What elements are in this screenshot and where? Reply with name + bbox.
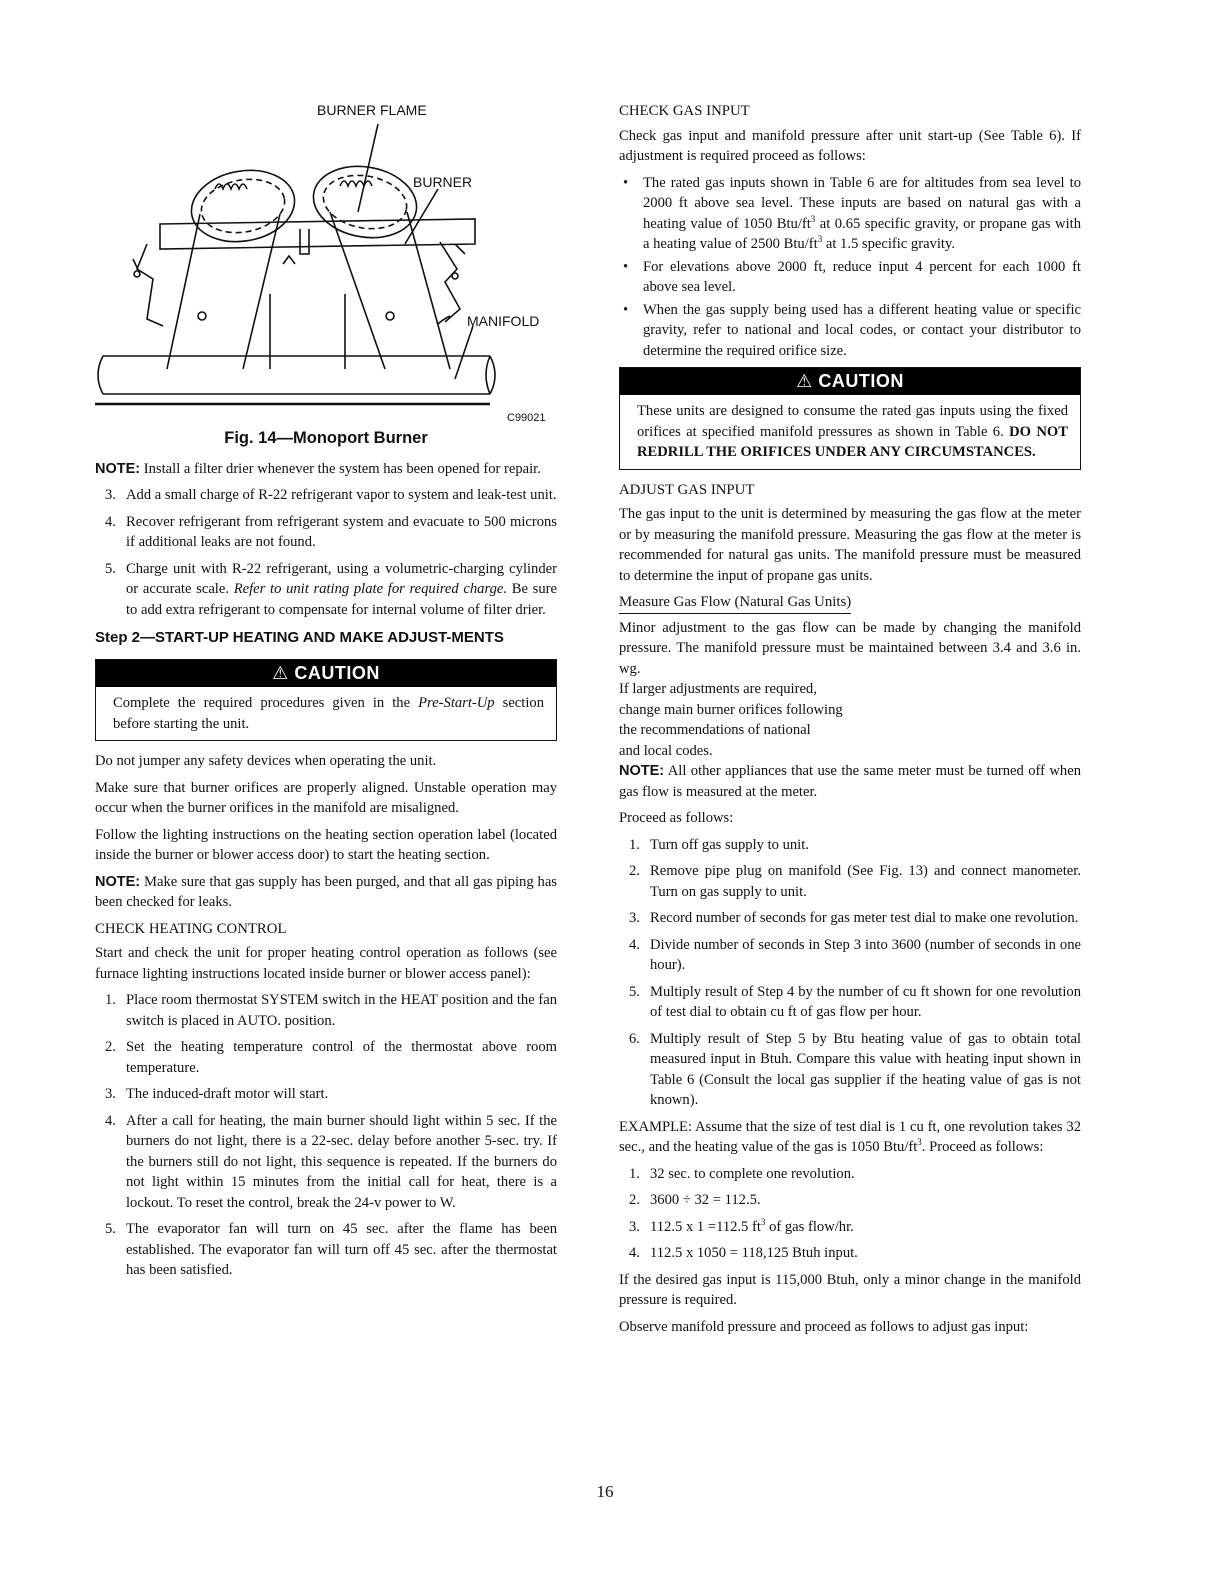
figure-code: C99021 [507,412,546,424]
check-gas-heading: CHECK GAS INPUT [619,103,750,119]
list-item: 4. Divide number of seconds in Step 3 into 3600 (number of seconds in one hour). [629,936,1081,973]
paragraph: The gas input to the unit is determined by measuring the gas flow at the meter or by measuring the manifold pressure. Measuring the gas flow at the meter is recommended for natural gas units. The manifold pressure must be measured to determine the input of propane gas units. [619,506,1081,584]
bullet-icon: • [623,174,629,191]
list-item: • For elevations above 2000 ft, reduce input 4 percent for each 1000 ft above sea level. [623,258,1081,295]
list-item: 3. Add a small charge of R-22 refrigerant vapor to system and leak-test unit. [105,487,557,503]
list-item: 2. Set the heating temperature control of the thermostat above room temperature. [105,1039,557,1076]
list-item: 2. 3600 ÷ 32 = 112.5. [629,1192,761,1208]
label-burner-flame: BURNER FLAME [317,102,427,118]
list-item: 3. 112.5 x 1 =112.5 $ft^3$ of gas flow/hr. [629,1216,854,1235]
measure-gas-flow-heading: Measure Gas Flow (Natural Gas Units) [619,592,1081,614]
adjust-gas-heading: ADJUST GAS INPUT [619,481,755,498]
list-item: 5. Charge unit with R-22 refrigerant, using a volumetric-charging cylinder or accurate scale. Refer to unit rating plate for required charge. Be sure to add extra refrigerant to compensate for internal volume of filter drier. [105,560,557,618]
figure-caption: Fig. 14—Monoport Burner [224,429,428,447]
list-item: 1. Place room thermostat SYSTEM switch in the HEAT position and the fan switch is placed in AUTO. position. [105,992,557,1029]
gas-input-bullets [619,173,1081,362]
list-item: 4. After a call for heating, the main burner should light within 5 sec. If the burners do not light, there is a 22-sec. delay before another 5-sec. try. If the burners still do not light, this sequence is repeated. If the burners do not light within 15 minutes from the initial call for heat, there is a lockout. To reset the control, break the 24-v power to W. [105,1112,557,1211]
example-paragraph: EXAMPLE: Assume that the size of test dial is 1 cu ft, one revolution takes 32 sec., and the heating value of the gas is 1050 Btu/$ft^3$. Proceed as follows: [619,1118,1081,1155]
list-item: 3. Record number of seconds for gas meter test dial to make one revolution. [629,910,1079,926]
heating-check-steps [95,990,557,1281]
list-item: • When the gas supply being used has a different heating value or specific gravity, refer to national and local codes, or contact your distributor to determine the required orifice size. [623,301,1081,359]
step2-heading: Step 2—START-UP HEATING AND MAKE ADJUST-MENTS [95,629,504,646]
measure-lines: If larger adjustments are required, change main burner orifices following the recommendations of national and local codes. [619,681,843,759]
paragraph: Start and check the unit for proper heating control operation as follows (see furnace lighting instructions located inside burner or blower access panel): [95,945,557,982]
list-item: 2. Remove pipe plug on manifold (See Fig. 13) and connect manometer. Turn on gas supply to unit. [629,863,1081,900]
list-item: 1. 32 sec. to complete one revolution. [629,1165,855,1182]
list-item: 4. 112.5 x 1050 = 118,125 Btuh input. [629,1245,858,1261]
burner-diagram [95,94,557,424]
refrigerant-steps [95,485,557,620]
paragraph: Do not jumper any safety devices when operating the unit. [95,753,437,769]
list-item: 1. Turn off gas supply to unit. [629,836,809,853]
page-number: 16 [596,1482,614,1501]
paragraph: Observe manifold pressure and proceed as follows to adjust gas input: [619,1318,1029,1335]
list-item: 5. Multiply result of Step 4 by the number of cu ft shown for one revolution of test dial to obtain cu ft of gas flow per hour. [629,983,1081,1020]
list-item: 5. The evaporator fan will turn on 45 sec. after the flame has been established. The evaporator fan will turn off 45 sec. after the thermostat has been satisfied. [105,1221,557,1278]
note-filter-drier: NOTE: Install a filter drier whenever the system has been opened for repair. [95,460,541,477]
label-manifold: MANIFOLD [467,313,540,329]
warning-triangle-icon: ⚠ [272,663,289,683]
label-burner: BURNER [413,174,473,190]
warning-triangle-icon: ⚠ [796,371,813,391]
list-item: • The rated gas inputs shown in Table 6 are for altitudes from sea level to 2000 ft above sea level. These inputs are based on natural gas with a heating value of 1050 Btu/$ft^3$ at 0.65 specific gravity, or propane gas with a heating value of 2500 Btu/$ft^3$ at 1.5 specific gravity. [623,174,1081,252]
list-item: 6. Multiply result of Step 5 by Btu heating value of gas to obtain total measured input in Btuh. Compare this value with heating input shown in Table 6 (Consult the local gas supplier if the heating value of gas is not known). [629,1030,1081,1108]
paragraph: Follow the lighting instructions on the heating section operation label (located inside the burner or blower access door) to start the heating section. [95,826,557,863]
left-column [95,94,557,1287]
caution-box-orifices: ⚠ CAUTION These units are designed to consume the rated gas inputs using the fixed orifices at specified manifold pressures as shown in Table 6. DO NOT REDRILL THE ORIFICES UNDER ANY CIRCUMSTANCES. [619,367,1081,470]
note-other-appliances: NOTE: All other appliances that use the same meter must be turned off when gas flow is measured at the meter. [619,763,1081,800]
caution-box-prestartup: ⚠ CAUTION Complete the required procedures given in the Pre-Start-Up section before starting the unit. [95,659,557,741]
caution-bar: ⚠ CAUTION [620,368,1080,395]
list-item: 4. Recover refrigerant from refrigerant system and evacuate to 500 microns if additional leaks are not found. [105,513,557,550]
paragraph: Make sure that burner orifices are properly aligned. Unstable operation may occur when the burner orifices in the manifold are misaligned. [95,779,557,816]
list-item: 3. The induced-draft motor will start. [105,1086,329,1102]
bullet-icon: • [623,258,629,275]
figure-monoport-burner [95,94,557,424]
note-gas-purged: NOTE: Make sure that gas supply has been purged, and that all gas piping has been checked for leaks. [95,873,557,910]
caution-bar: ⚠ CAUTION [96,660,556,687]
gas-flow-steps [619,835,1081,1111]
paragraph: Minor adjustment to the gas flow can be made by changing the manifold pressure. The manifold pressure must be maintained between 3.4 and 3.6 in. wg. [619,619,1081,677]
right-column [619,97,1081,1343]
paragraph: Proceed as follows: [619,810,734,826]
check-heating-heading: CHECK HEATING CONTROL [95,920,287,937]
paragraph: If the desired gas input is 115,000 Btuh, only a minor change in the manifold pressure is required. [619,1271,1081,1308]
bullet-icon: • [623,301,629,318]
paragraph: Check gas input and manifold pressure after unit start-up (See Table 6). If adjustment is required proceed as follows: [619,127,1081,164]
example-steps [619,1164,1081,1264]
